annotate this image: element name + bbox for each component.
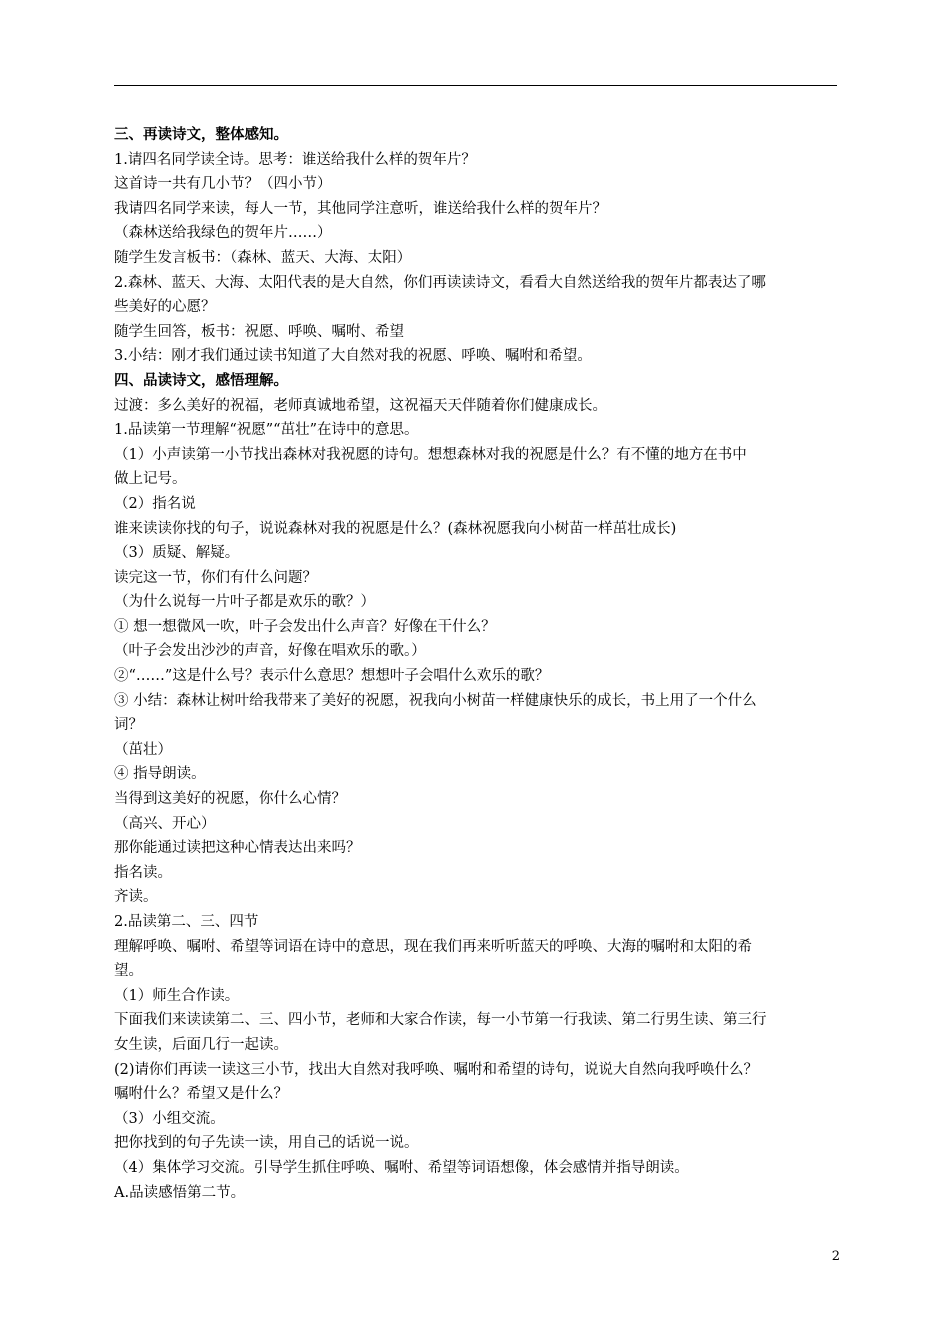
page-number: 2 xyxy=(831,1249,840,1264)
text-line: （2）指名说 xyxy=(114,495,196,512)
text-line: （高兴、开心） xyxy=(114,815,216,832)
text-line: 女生读，后面几行一起读。 xyxy=(114,1036,288,1053)
text-line: 2.品读第二、三、四节 xyxy=(114,914,259,930)
text-line: （4）集体学习交流。引导学生抓住呼唤、嘱咐、希望等词语想像，体会感情并指导朗读。 xyxy=(114,1159,689,1176)
text-line: （叶子会发出沙沙的声音，好像在唱欢乐的歌。） xyxy=(114,643,426,660)
text-line: 我请四名同学来读，每人一节，其他同学注意听，谁送给我什么样的贺年片？ xyxy=(114,200,607,217)
text-line: （3）质疑、解疑。 xyxy=(114,545,240,562)
text-line: A.品读感悟第二节。 xyxy=(114,1184,246,1201)
text-line: 嘱咐什么？希望又是什么？ xyxy=(114,1086,288,1103)
text-line: （1）师生合作读。 xyxy=(114,987,240,1004)
text-line: 些美好的心愿？ xyxy=(114,299,216,316)
text-line: 下面我们来读读第二、三、四小节，老师和大家合作读，每一小节第一行我读、第二行男生读、第三行 xyxy=(114,1012,767,1029)
text-line: 指名读。 xyxy=(114,864,172,881)
text-line: 做上记号。 xyxy=(114,471,187,488)
text-line: 把你找到的句子先读一读，用自己的话说一说。 xyxy=(114,1135,419,1152)
section-heading: 三、再读诗文，整体感知。 xyxy=(114,126,288,143)
text-line: 随学生发言板书：（森林、蓝天、大海、太阳） xyxy=(114,249,412,266)
text-line: 谁来读读你找的句子，说说森林对我的祝愿是什么？(森林祝愿我向小树苗一样茁壮成长) xyxy=(114,520,677,537)
text-line: 1.请四名同学读全诗。思考：谁送给我什么样的贺年片？ xyxy=(114,151,476,168)
document-body xyxy=(114,123,844,1205)
text-line: 读完这一节，你们有什么问题？ xyxy=(114,569,317,586)
header-rule xyxy=(114,85,837,86)
text-line: 随学生回答，板书：祝愿、呼唤、嘱咐、希望 xyxy=(114,323,404,340)
text-line: 3.小结：刚才我们通过读书知道了大自然对我的祝愿、呼唤、嘱咐和希望。 xyxy=(114,348,592,365)
text-line: ④ 指导朗读。 xyxy=(114,766,206,783)
text-line: (2)请你们再读一读这三小节，找出大自然对我呼唤、嘱咐和希望的诗句，说说大自然向我呼唤什么？ xyxy=(114,1061,759,1078)
text-line: 那你能通过读把这种心情表达出来吗？ xyxy=(114,840,361,857)
text-line: 齐读。 xyxy=(114,889,158,906)
text-line: 1.品读第一节理解“祝愿”“茁壮”在诗中的意思。 xyxy=(114,422,419,439)
text-line: ③ 小结：森林让树叶给我带来了美好的祝愿，祝我向小树苗一样健康快乐的成长，书上用了一个什么 xyxy=(114,692,757,709)
text-line: 过渡：多么美好的祝福，老师真诚地希望，这祝福天天伴随着你们健康成长。 xyxy=(114,397,607,414)
text-line: （3）小组交流。 xyxy=(114,1110,225,1127)
text-line: 这首诗一共有几小节？（四小节） xyxy=(114,176,332,193)
text-line: 2.森林、蓝天、大海、太阳代表的是大自然，你们再读读诗文，看看大自然送给我的贺年片都表达了哪 xyxy=(114,274,766,291)
text-line: （为什么说每一片叶子都是欢乐的歌？） xyxy=(114,594,375,611)
section-heading: 四、品读诗文，感悟理解。 xyxy=(114,371,288,389)
text-line: 当得到这美好的祝愿，你什么心情？ xyxy=(114,791,346,808)
text-line: 望。 xyxy=(114,963,143,980)
text-line: 词？ xyxy=(114,717,143,734)
text-line: ②“……”这是什么号？表示什么意思？想想叶子会唱什么欢乐的歌？ xyxy=(114,668,550,685)
text-line: （森林送给我绿色的贺年片……） xyxy=(114,225,332,242)
text-line: ① 想一想微风一吹，叶子会发出什么声音？好像在干什么？ xyxy=(114,618,496,635)
text-line: （茁壮） xyxy=(114,741,172,758)
text-line: （1）小声读第一小节找出森林对我祝愿的诗句。想想森林对我的祝愿是什么？有不懂的地方在书中 xyxy=(114,446,747,463)
text-line: 理解呼唤、嘱咐、希望等词语在诗中的意思，现在我们再来听听蓝天的呼唤、大海的嘱咐和太阳的希 xyxy=(114,938,752,955)
